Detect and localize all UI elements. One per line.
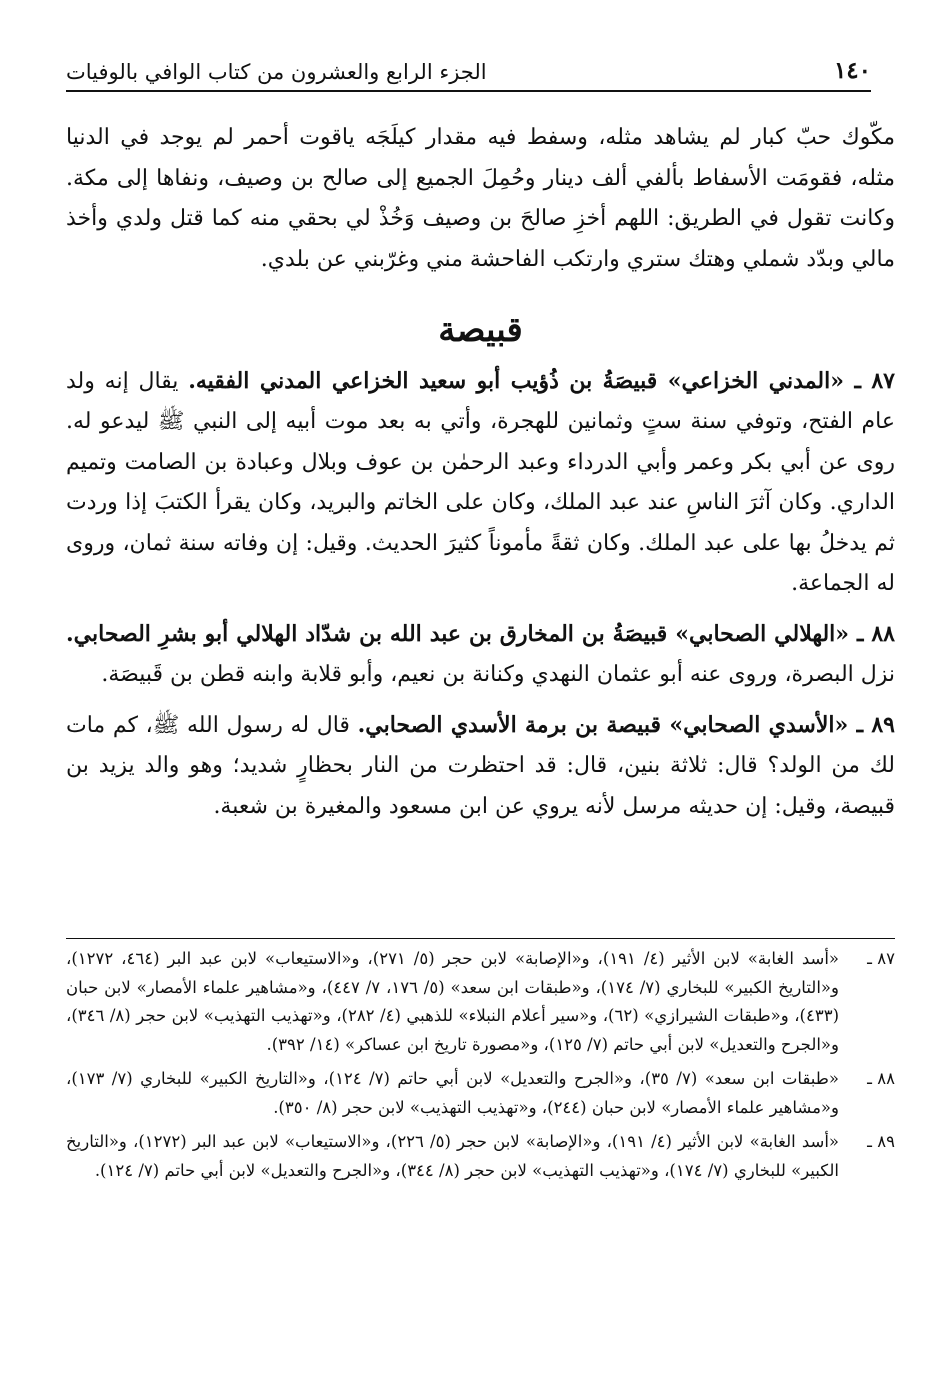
footnote-88	[66, 1065, 895, 1122]
entry-text: قال له رسول الله ﷺ، كم مات لك من الولد؟ قال: ثلاثة بنين، قال: قد احتظرت من النار بحظارٍ شديد؛ وهو والد يزيد بن قبيصة، وقيل: إن حديثه مرسل لأنه يروي عن ابن مسعود والمغيرة بن شعبة.	[66, 712, 895, 819]
section-title: قبيصة	[438, 310, 523, 350]
entry-text: نزل البصرة، وروى عنه أبو عثمان النهدي وكنانة بن نعيم، وأبو قلابة وابنه قطن بن قَبيصَة.	[101, 662, 895, 687]
footnote-text: «أسد الغابة» لابن الأثير (٤/ ١٩١)، و«الإصابة» لابن حجر (٥/ ٢٢٦)، و«الاستيعاب» لابن عبد البر (١٢٧٢)، و«التاريخ الكبير» للبخاري (٧/ ١٧٤)، و«تهذيب التهذيب» لابن حجر (٨/ ٣٤٤)، و«الجرح والتعديل» لابن أبي حاتم (٧/ ١٢٤).	[66, 1132, 840, 1180]
footnote-text: «أسد الغابة» لابن الأثير (٤/ ١٩١)، و«الإصابة» لابن حجر (٥/ ٢٧١)، و«الاستيعاب» لابن عبد البر (٤٦٤، ١٢٧٢)، و«التاريخ الكبير» للبخاري (٧/ ١٧٤)، و«طبقات ابن سعد» (٥/ ١٧٦، ٧/ ٤٤٧)، و«مشاهير علماء الأمصار» لابن حبان (٤٣٣)، و«طبقات الشيرازي» (٦٢)، و«سير أعلام النبلاء» للذهبي (٤/ ٢٨٢)، و«تهذيب التهذيب» لابن حجر (٨/ ٣٤٦)، و«الجرح والتعديل» لابن أبي حاتم (٧/ ١٢٥)، و«مصورة تاريخ ابن عساكر» (١٤/ ٣٩٢).	[66, 949, 840, 1054]
intro-paragraph: مكّوك حبّ كبار لم يشاهد مثله، وسفط فيه مقدار كيلَجَه ياقوت أحمر لم يوجد في الدنيا مثله، فقومَت الأسفاط بألفي ألف دينار وحُمِلَ الجميع إلى صالح بن وصيف، ونفاها إلى مكة. وكانت تقول في الطريق: اللهم أخزِ صالحَ بن وصيف وَخُذْ لي بحقي منه كما قتل ولدي وأخذ مالي وبدّد شملي وهتك ستري وارتكب الفاحشة مني وغرّبني عن بلدي.	[66, 125, 895, 272]
entry-89	[66, 705, 895, 828]
entry-heading: ٨٨ ـ «الهلالي الصحابي» قبيصَةُ بن المخارق بن عبد الله بن شدّاد الهلالي أبو بشرِ الصحابي.	[66, 620, 895, 647]
entry-heading: ٨٧ ـ «المدني الخزاعي» قبيصَةُ بن ذُؤيب أبو سعيد الخزاعي المدني الفقيه.	[188, 367, 895, 394]
footnote-number: ٨٩ ـ	[867, 1132, 895, 1151]
footnote-text: «طبقات ابن سعد» (٧/ ٣٥)، و«الجرح والتعديل» لابن أبي حاتم (٧/ ١٢٤)، و«التاريخ الكبير» للبخاري (٧/ ١٧٣)، و«مشاهير علماء الأمصار» لابن حبان (٢٤٤)، و«تهذيب التهذيب» لابن حجر (٨/ ٣٥٠).	[66, 1069, 839, 1117]
entry-heading: ٨٩ ـ «الأسدي الصحابي» قبيصة بن برمة الأسدي الصحابي.	[357, 711, 895, 738]
footnotes	[66, 938, 895, 1191]
page-number: ١٤٠	[833, 57, 871, 84]
footnote-number: ٨٨ ـ	[867, 1069, 895, 1088]
entry-text: يقال إنه ولد عام الفتح، وتوفي سنة ستٍ وثمانين للهجرة، وأتي به بعد موت أبيه إلى النبي ﷺ ليدعو له. روى عن أبي بكر وعمر وأبي الدرداء وعبد الرحمٰن بن عوف وبلال وعبادة بن الصامت وتميم الداري. وكان آثرَ الناسِ عند عبد الملك، وكان على الخاتم والبريد، وكان يقرأ الكتبَ إذا وردت ثم يدخلُ بها على عبد الملك. وكان ثقةً مأموناً كثيرَ الحديث. وقيل: إن وفاته سنة ثمان، وروى له الجماعة.	[66, 368, 895, 596]
main-text	[66, 118, 895, 836]
running-title: الجزء الرابع والعشرون من كتاب الوافي بالوفيات	[66, 60, 487, 84]
entry-88	[66, 614, 895, 696]
footnote-89	[66, 1128, 895, 1185]
footnote-number: ٨٧ ـ	[867, 949, 895, 968]
entry-87	[66, 361, 895, 605]
page-header	[66, 52, 871, 92]
footnote-87	[66, 945, 895, 1059]
